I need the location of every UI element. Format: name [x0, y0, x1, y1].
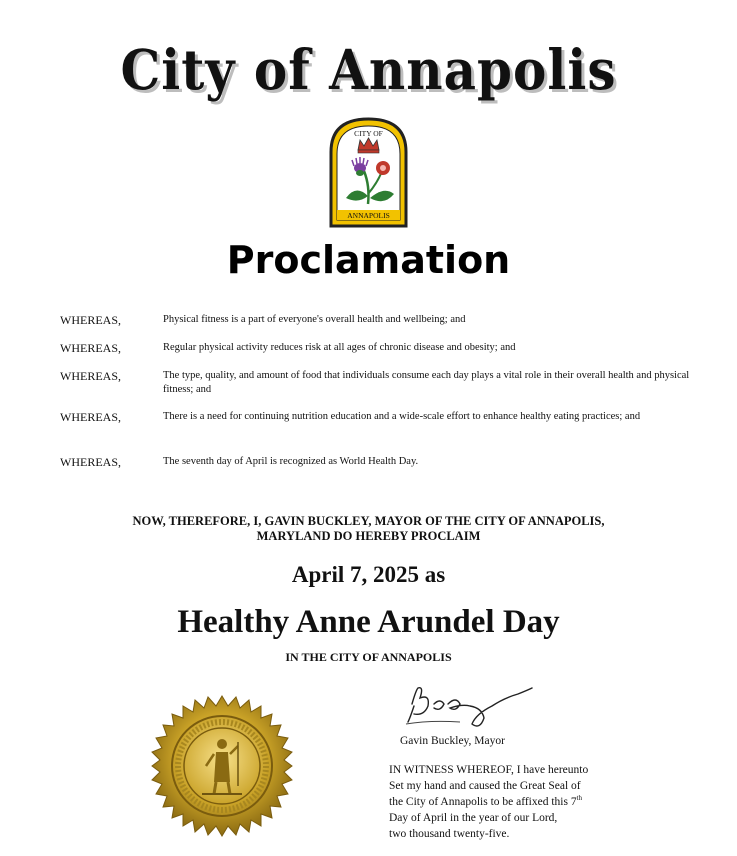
- witness-line: [389, 794, 619, 810]
- whereas-text: Regular physical activity reduces risk at all ages of chronic disease and obesity; and: [163, 342, 516, 353]
- gold-seal-icon: [150, 694, 294, 838]
- proclaim-date: April 7, 2025 as: [291, 562, 446, 587]
- day-name: Healthy Anne Arundel Day: [177, 604, 560, 640]
- mayor-signature: [400, 676, 540, 734]
- whereas-label: WHEREAS,: [60, 341, 121, 355]
- whereas-label: WHEREAS,: [60, 455, 121, 469]
- whereas-label: WHEREAS,: [60, 410, 121, 424]
- signer-name: Gavin Buckley, Mayor: [400, 735, 505, 747]
- proclaim-line-2: MARYLAND DO HEREBY PROCLAIM: [256, 529, 481, 543]
- witness-statement: [389, 762, 619, 842]
- location-line: IN THE CITY OF ANNAPOLIS: [285, 650, 452, 664]
- city-title: City of Annapolis: [120, 37, 617, 102]
- whereas-label: WHEREAS,: [60, 313, 121, 327]
- crest-top-text: CITY OF: [354, 129, 383, 138]
- whereas-text: Physical fitness is a part of everyone's overall health and wellbeing; and: [163, 314, 466, 325]
- proclamation-title: Proclamation: [226, 238, 511, 282]
- proclaim-statement: [0, 514, 737, 544]
- witness-line: two thousand twenty-five.: [389, 828, 510, 840]
- witness-line: IN WITNESS WHEREOF, I have hereunto: [389, 764, 589, 776]
- whereas-text: The seventh day of April is recognized as World Health Day.: [163, 456, 419, 467]
- whereas-text: The type, quality, and amount of food that individuals consume each day plays a vital role in their overall health and physical fitness; and: [163, 370, 690, 395]
- witness-line: Set my hand and caused the Great Seal of: [389, 780, 581, 792]
- proclaim-line-1: NOW, THEREFORE, I, GAVIN BUCKLEY, MAYOR OF THE CITY OF ANNAPOLIS,: [132, 514, 605, 528]
- ordinal-suffix: th: [576, 794, 583, 803]
- whereas-label: WHEREAS,: [60, 369, 121, 383]
- witness-line-text: the City of Annapolis to be affixed this 7: [389, 796, 577, 808]
- witness-line: Day of April in the year of our Lord,: [389, 812, 558, 824]
- whereas-text: There is a need for continuing nutrition education and a wide-scale effort to enhance healthy eating practices; and: [163, 411, 641, 422]
- city-crest-icon: [328, 116, 409, 228]
- crest-bottom-text: ANNAPOLIS: [347, 211, 390, 220]
